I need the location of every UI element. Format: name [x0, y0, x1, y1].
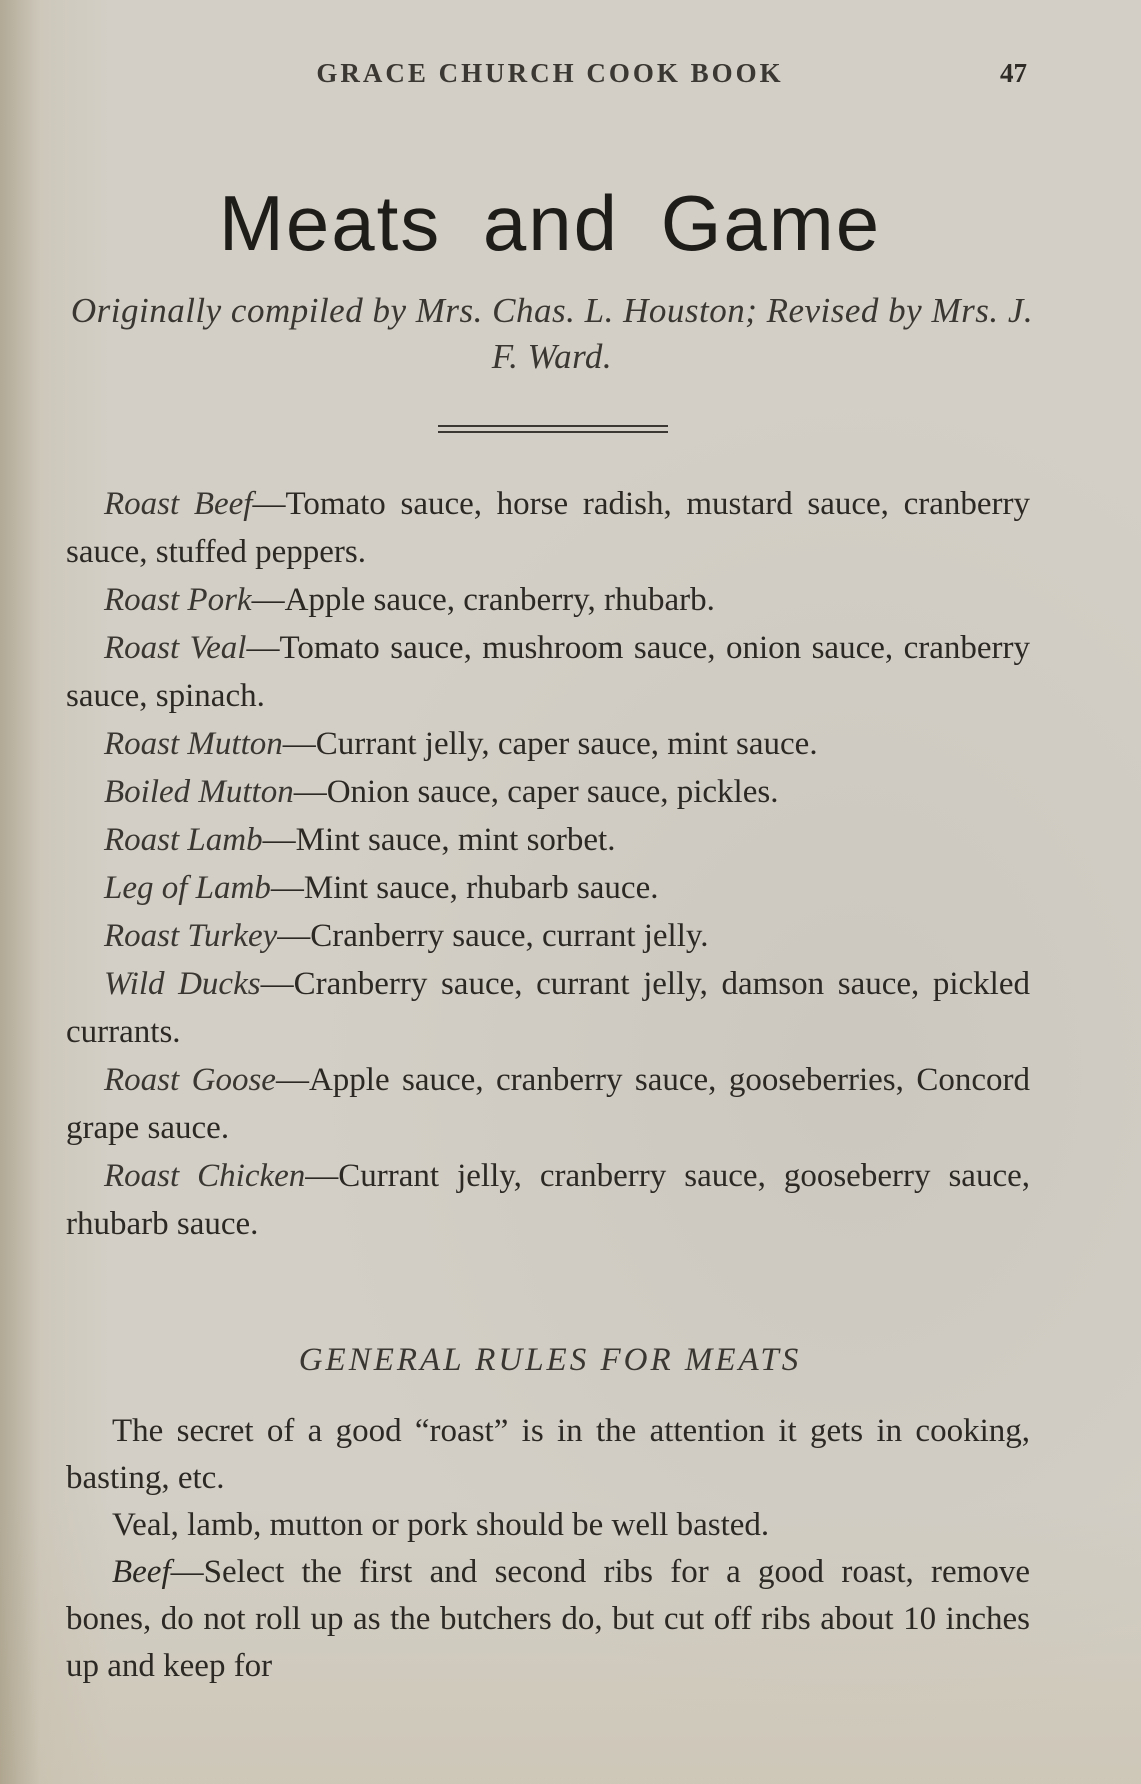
rules-text: —Select the first and second ribs for a good roast, remove bones, do not roll up as the butchers do, but cut off ribs about 10 inches up and keep for — [66, 1554, 1030, 1684]
page-number: 47 — [1000, 58, 1027, 88]
running-title: GRACE CHURCH COOK BOOK — [316, 58, 784, 88]
rules-paragraph — [66, 1549, 1030, 1690]
meat-name: Roast Goose — [104, 1062, 276, 1098]
accompaniments: —Currant jelly, caper sauce, mint sauce. — [282, 726, 818, 762]
accompaniments: —Mint sauce, rhubarb sauce. — [270, 870, 659, 906]
general-rules-text — [66, 1408, 1030, 1690]
meat-pairings-list — [66, 480, 1030, 1248]
accompaniments: —Cranberry sauce, currant jelly. — [277, 918, 709, 954]
page-header — [0, 58, 1141, 94]
meat-name: Wild Ducks — [104, 966, 261, 1002]
meat-name: Roast Beef — [104, 486, 253, 522]
pairing-entry — [66, 864, 1030, 912]
pairing-entry — [66, 816, 1030, 864]
rules-paragraph: Veal, lamb, mutton or pork should be well basted. — [112, 1507, 770, 1543]
meat-name: Roast Turkey — [104, 918, 278, 954]
accompaniments: —Onion sauce, caper sauce, pickles. — [293, 774, 779, 810]
meat-name: Boiled Mutton — [104, 774, 294, 810]
meat-name: Roast Chicken — [104, 1158, 306, 1194]
pairing-entry — [66, 912, 1030, 960]
accompaniments: —Apple sauce, cranberry sauce, gooseberries, Concord grape sauce. — [66, 1062, 1030, 1146]
section-subheading: GENERAL RULES FOR MEATS — [298, 1342, 802, 1378]
pairing-entry — [66, 624, 1030, 720]
pairing-entry — [66, 1056, 1030, 1152]
pairing-entry — [66, 768, 1030, 816]
meat-name: Roast Veal — [104, 630, 247, 666]
meat-name: Roast Mutton — [104, 726, 283, 762]
meat-name: Leg of Lamb — [104, 870, 271, 906]
accompaniments: —Mint sauce, mint sorbet. — [262, 822, 616, 858]
accompaniments: —Apple sauce, cranberry, rhubarb. — [251, 582, 715, 618]
ornamental-rule — [438, 425, 668, 434]
accompaniments: —Tomato sauce, horse radish, mustard sauce, cranberry sauce, stuffed peppers. — [66, 486, 1030, 570]
rules-paragraph: The secret of a good “roast” is in the attention it gets in cooking, basting, etc. — [66, 1413, 1030, 1496]
accompaniments: —Cranberry sauce, currant jelly, damson sauce, pickled currants. — [66, 966, 1030, 1050]
byline: Originally compiled by Mrs. Chas. L. Houston; Revised by Mrs. J. F. Ward. — [70, 291, 1034, 376]
pairing-entry — [66, 480, 1030, 576]
pairing-entry — [66, 1152, 1030, 1248]
accompaniments: —Currant jelly, cranberry sauce, gooseberry sauce, rhubarb sauce. — [66, 1158, 1030, 1242]
pairing-entry — [66, 576, 1030, 624]
pairing-entry — [66, 960, 1030, 1056]
pairing-entry — [66, 720, 1030, 768]
meat-name: Roast Pork — [104, 582, 252, 618]
meat-name: Roast Lamb — [104, 822, 263, 858]
rule-line-bottom — [438, 431, 668, 433]
rule-line-top — [438, 425, 668, 427]
accompaniments: —Tomato sauce, mushroom sauce, onion sauce, cranberry sauce, spinach. — [66, 630, 1031, 714]
chapter-title: Meats and Game — [218, 179, 882, 267]
meat-name: Beef — [112, 1554, 171, 1590]
